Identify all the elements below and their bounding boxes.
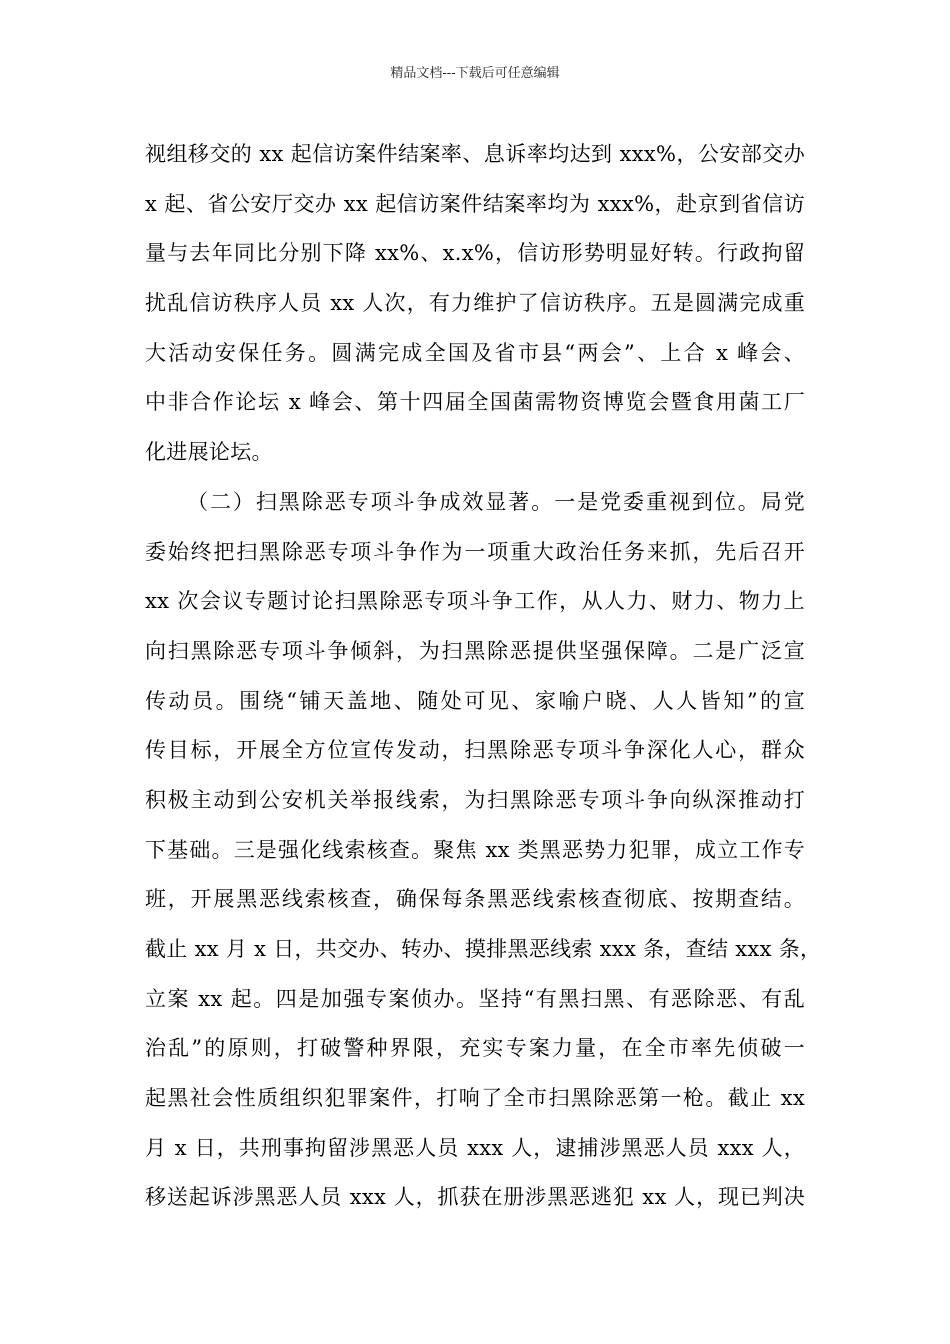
text-line: 扰乱信访秩序人员 xx 人次，有力维护了信访秩序。五是圆满完成重 — [145, 291, 805, 316]
text-line: （二）扫黑除恶专项斗争成效显著。一是党委重视到位。局党 — [187, 489, 805, 514]
text-line: 化进展论坛。 — [145, 440, 273, 465]
text-line: 截止 xx 月 x 日，共交办、转办、摸排黑恶线索 xxx 条，查结 xxx 条， — [145, 937, 822, 961]
text-line: 立案 xx 起。四是加强专案侦办。坚持“有黑扫黑、有恶除恶、有乱 — [145, 986, 805, 1011]
text-line: 大活动安保任务。圆满完成全国及省市县“两会”、上合 x 峰会、 — [145, 340, 805, 365]
paragraph-2 — [145, 478, 822, 1223]
text-line: 量与去年同比分别下降 xx%、x.x%，信访形势明显好转。行政拘留 — [145, 241, 805, 266]
text-line: 月 x 日，共刑事拘留涉黑恶人员 xxx 人，逮捕涉黑恶人员 xxx 人， — [145, 1135, 805, 1160]
text-line: 中非合作论坛 x 峰会、第十四届全国菌需物资博览会暨食用菌工厂 — [145, 390, 805, 415]
paragraph-1 — [145, 130, 805, 478]
text-line: 班，开展黑恶线索核查，确保每条黑恶线索核查彻底、按期查结。 — [145, 887, 805, 912]
text-line: 传动员。围绕“铺天盖地、随处可见、家喻户晓、人人皆知”的宣 — [145, 688, 805, 713]
text-line: 下基础。三是强化线索核查。聚焦 xx 类黑恶势力犯罪，成立工作专 — [145, 837, 805, 862]
text-line: xx 次会议专题讨论扫黑除恶专项斗争工作，从人力、财力、物力上 — [145, 589, 805, 614]
text-line: 起黑社会性质组织犯罪案件，打响了全市扫黑除恶第一枪。截止 xx — [145, 1086, 805, 1111]
text-line: 移送起诉涉黑恶人员 xxx 人，抓获在册涉黑恶逃犯 xx 人，现已判决 — [145, 1185, 805, 1210]
text-line: 治乱”的原则，打破警种界限，充实专案力量，在全市率先侦破一 — [145, 1036, 805, 1061]
text-line: 视组移交的 xx 起信访案件结案率、息诉率均达到 xxx%，公安部交办 — [145, 142, 805, 166]
text-line: x 起、省公安厅交办 xx 起信访案件结案率均为 xxx%，赴京到省信访 — [145, 191, 805, 216]
page-header: 精品文档---下载后可任意编辑 — [390, 66, 560, 81]
text-line: 向扫黑除恶专项斗争倾斜，为扫黑除恶提供坚强保障。二是广泛宣 — [145, 638, 805, 663]
document-body — [145, 130, 822, 1223]
text-line: 积极主动到公安机关举报线索，为扫黑除恶专项斗争向纵深推动打 — [145, 787, 805, 812]
text-line: 委始终把扫黑除恶专项斗争作为一项重大政治任务来抓，先后召开 — [145, 539, 805, 564]
text-line: 传目标，开展全方位宣传发动，扫黑除恶专项斗争深化人心，群众 — [145, 738, 805, 763]
